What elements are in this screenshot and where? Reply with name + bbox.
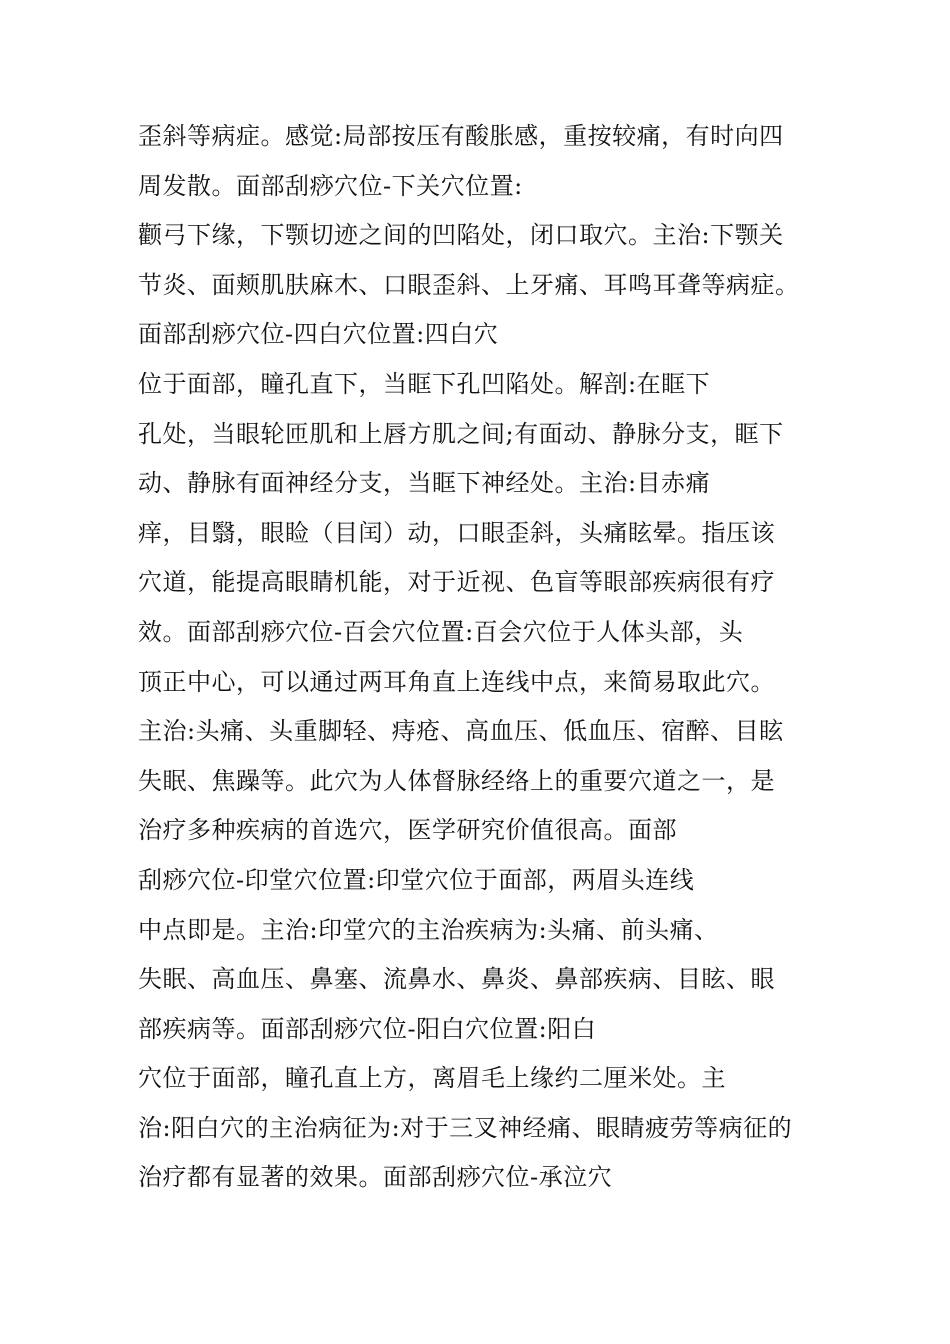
text-line: 颧弓下缘，下颚切迹之间的凹陷处，闭口取穴。主治:下颚关	[138, 221, 784, 250]
text-line: 主治:头痛、头重脚轻、痔疮、高血压、低血压、宿醉、目眩	[138, 717, 784, 746]
text-line: 效。面部刮痧穴位-百会穴位置:百会穴位于人体头部，头	[138, 617, 744, 646]
text-line: 面部刮痧穴位-四白穴位置:四白穴	[138, 320, 499, 349]
text-line: 动、静脉有面神经分支，当眶下神经处。主治:目赤痛	[138, 469, 711, 498]
text-line: 治疗都有显著的效果。面部刮痧穴位-承泣穴	[138, 1163, 613, 1192]
text-line: 歪斜等病症。感觉:局部按压有酸胀感，重按较痛，有时向四	[138, 122, 784, 150]
text-line: 周发散。面部刮痧穴位-下关穴位置:	[138, 171, 523, 200]
body-text	[138, 112, 838, 1203]
text-line: 刮痧穴位-印堂穴位置:印堂穴位于面部，两眉头连线	[138, 865, 695, 894]
text-line: 治:阳白穴的主治病征为:对于三叉神经痛、眼睛疲劳等病征的	[138, 1113, 793, 1142]
text-line: 痒，目翳，眼睑（目闰）动，口眼歪斜，头痛眩晕。指压该	[138, 518, 775, 547]
text-line: 穴位于面部，瞳孔直上方，离眉毛上缘约二厘米处。主	[138, 1064, 726, 1093]
text-line: 治疗多种疾病的首选穴，医学研究价值很高。面部	[138, 816, 677, 845]
text-line: 顶正中心，可以通过两耳角直上连线中点，来简易取此穴。	[138, 667, 775, 696]
text-line: 失眠、焦躁等。此穴为人体督脉经络上的重要穴道之一，是	[138, 766, 775, 795]
text-line: 孔处，当眼轮匝肌和上唇方肌之间;有面动、静脉分支，眶下	[138, 419, 784, 448]
text-line: 位于面部，瞳孔直下，当眶下孔凹陷处。解剖:在眶下	[138, 369, 711, 398]
text-line: 节炎、面颊肌肤麻木、口眼歪斜、上牙痛、耳鸣耳聋等病症。	[138, 270, 800, 299]
text-line: 部疾病等。面部刮痧穴位-阳白穴位置:阳白	[138, 1014, 597, 1043]
text-line: 中点即是。主治:印堂穴的主治疾病为:头痛、前头痛、	[138, 915, 719, 944]
text-line: 穴道，能提高眼睛机能，对于近视、色盲等眼部疾病很有疗	[138, 568, 775, 597]
text-line: 失眠、高血压、鼻塞、流鼻水、鼻炎、鼻部疾病、目眩、眼	[138, 965, 775, 994]
